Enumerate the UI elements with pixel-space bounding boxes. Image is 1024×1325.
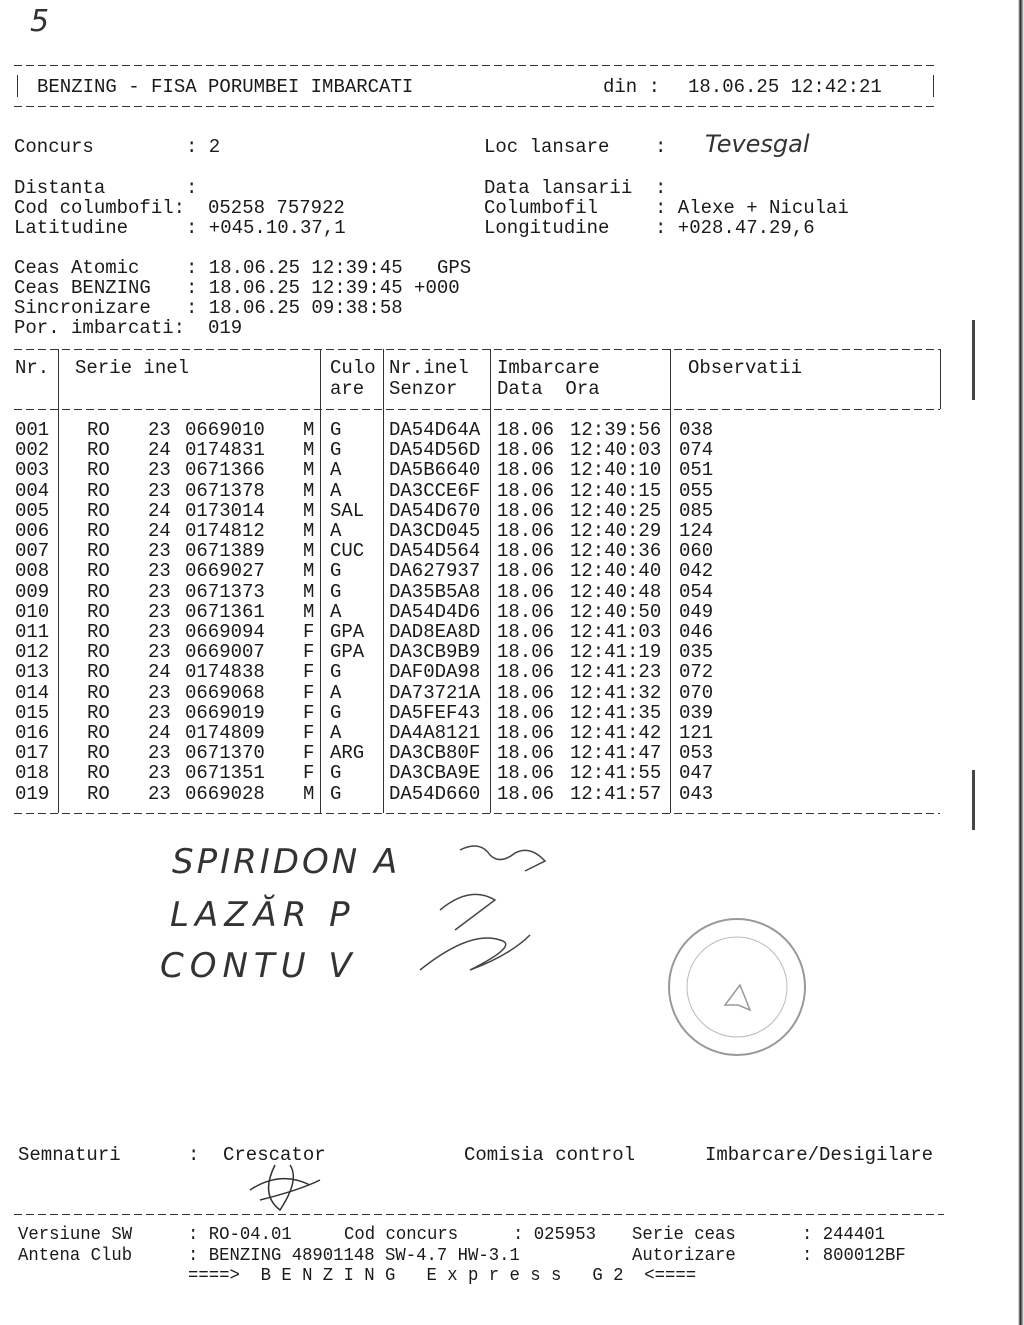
cell-sex: M [303, 520, 315, 542]
footer-border [14, 1214, 944, 1215]
header-senzor: Senzor [389, 378, 458, 400]
antena-club-label: Antena Club [18, 1246, 133, 1266]
concurs-value: : 2 [186, 136, 221, 158]
cell-sex: F [303, 641, 315, 664]
cell-time: 12:41:23 [570, 661, 662, 684]
cell-sex: M [303, 479, 315, 502]
cell-color: A [330, 600, 342, 623]
header-nr-inel: Nr.inel [389, 357, 469, 379]
cell-obs: 039 [679, 701, 714, 724]
cell-obs: 049 [679, 600, 714, 623]
cell-sensor: DA54D660 [389, 782, 481, 805]
semnaturi-colon: : [188, 1144, 200, 1166]
header-culoare-1: Culo [330, 357, 376, 379]
cell-country: RO [87, 459, 110, 482]
header-culoare-2: are [330, 378, 365, 400]
cell-sensor: DA54D670 [389, 499, 481, 522]
cell-color: G [330, 701, 342, 724]
cell-sensor: DA3CB9B9 [389, 641, 481, 664]
cell-color: ARG [330, 742, 365, 765]
autorizare-label: Autorizare [632, 1246, 736, 1266]
cell-date: 18.06 [497, 722, 555, 744]
cell-ring: 0174838 [185, 661, 265, 684]
cell-year: 23 [148, 600, 171, 623]
scan-artifact [972, 320, 975, 400]
cell-date: 18.06 [497, 499, 555, 522]
cell-date: 18.06 [497, 419, 555, 441]
semnaturi-label: Semnaturi [18, 1144, 121, 1166]
header-datetime: 18.06.25 12:42:21 [688, 76, 882, 98]
header-data-ora: Data Ora [497, 378, 600, 400]
cell-obs: 054 [679, 580, 714, 603]
cell-country: RO [87, 681, 110, 704]
cell-time: 12:41:32 [570, 681, 662, 704]
cell-year: 23 [148, 701, 171, 724]
cod-columbofil-value: 05258 757922 [208, 197, 345, 219]
cell-date: 18.06 [497, 701, 555, 724]
autorizare-value: : 800012BF [802, 1246, 906, 1266]
header-observatii: Observatii [688, 357, 803, 379]
cell-date: 18.06 [497, 681, 555, 704]
cell-time: 12:41:42 [570, 722, 662, 744]
cell-year: 23 [148, 560, 171, 583]
handwritten-signatures [400, 830, 600, 1000]
cell-obs: 038 [679, 419, 714, 441]
cell-color: G [330, 419, 342, 441]
cell-ring: 0671361 [185, 600, 265, 623]
cell-nr: 012 [15, 641, 50, 664]
longitudine-label: Longitudine [484, 217, 610, 239]
loc-lansare-handwritten: Tevesgal [705, 130, 810, 158]
cell-country: RO [87, 540, 110, 563]
cell-country: RO [87, 560, 110, 583]
cell-nr: 002 [15, 439, 50, 462]
cell-color: GPA [330, 621, 365, 643]
col-divider [320, 349, 321, 813]
imbarcare-desigilare-label: Imbarcare/Desigilare [705, 1144, 934, 1166]
cell-year: 24 [148, 722, 171, 744]
cell-color: A [330, 459, 342, 482]
loc-lansare-label: Loc lansare [484, 136, 610, 158]
club-stamp [665, 915, 810, 1060]
cell-sensor: DAF0DA98 [389, 661, 481, 684]
cell-date: 18.06 [497, 520, 555, 542]
cell-nr: 019 [15, 782, 50, 805]
cell-ring: 0671389 [185, 540, 265, 563]
latitudine-label: Latitudine [14, 217, 129, 239]
cell-date: 18.06 [497, 641, 555, 664]
cell-country: RO [87, 520, 110, 542]
header-bottom-border [14, 106, 934, 107]
cell-sensor: DA54D56D [389, 439, 481, 462]
cell-color: G [330, 661, 342, 684]
cell-obs: 085 [679, 499, 714, 522]
cell-obs: 074 [679, 439, 714, 462]
scan-artifact [972, 770, 975, 830]
cell-country: RO [87, 762, 110, 785]
col-divider [490, 349, 491, 813]
cell-ring: 0173014 [185, 499, 265, 522]
page-number-mark: 5 [30, 4, 50, 39]
cell-ring: 0669094 [185, 621, 265, 643]
cell-color: A [330, 681, 342, 704]
cell-color: G [330, 782, 342, 805]
din-label: din : [603, 76, 661, 98]
cod-concurs-label: Cod concurs [344, 1225, 459, 1245]
ceas-atomic-label: Ceas Atomic [14, 257, 140, 279]
header-imbarcare: Imbarcare [497, 357, 600, 379]
cell-nr: 010 [15, 600, 50, 623]
cell-date: 18.06 [497, 459, 555, 482]
cell-year: 23 [148, 782, 171, 805]
handwritten-name-2: LAZĂR P [170, 895, 356, 935]
cell-nr: 013 [15, 661, 50, 684]
antena-club-value: : BENZING 48901148 SW-4.7 HW-3.1 [188, 1246, 520, 1266]
loc-lansare-colon: : [655, 136, 667, 158]
cell-nr: 011 [15, 621, 50, 643]
cell-sensor: DA5FEF43 [389, 701, 481, 724]
cell-sensor: DA5B6640 [389, 459, 481, 482]
cell-color: G [330, 439, 342, 462]
cell-nr: 004 [15, 479, 50, 502]
ceas-atomic-value: : 18.06.25 12:39:45 [186, 257, 403, 279]
cell-date: 18.06 [497, 661, 555, 684]
cell-sex: M [303, 600, 315, 623]
cell-ring: 0669010 [185, 419, 265, 441]
cell-obs: 072 [679, 661, 714, 684]
table-bottom-border [14, 813, 940, 814]
cell-year: 23 [148, 762, 171, 785]
cell-color: G [330, 560, 342, 583]
cell-sex: M [303, 540, 315, 563]
handwritten-name-1: SPIRIDON A [172, 842, 401, 882]
cell-sensor: DA3CCE6F [389, 479, 481, 502]
latitudine-value: : +045.10.37,1 [186, 217, 346, 239]
versiune-sw-value: : RO-04.01 [188, 1225, 292, 1245]
cell-obs: 053 [679, 742, 714, 765]
cell-country: RO [87, 580, 110, 603]
data-lansarii-label: Data lansarii [484, 177, 633, 199]
cell-obs: 060 [679, 540, 714, 563]
cell-sex: F [303, 681, 315, 704]
cell-sex: M [303, 560, 315, 583]
cell-country: RO [87, 742, 110, 765]
distanta-label: Distanta [14, 177, 106, 199]
cell-country: RO [87, 701, 110, 724]
cell-time: 12:41:03 [570, 621, 662, 643]
cell-obs: 121 [679, 722, 714, 744]
cell-sex: F [303, 742, 315, 765]
crescator-signature [240, 1160, 330, 1220]
cell-date: 18.06 [497, 762, 555, 785]
cell-year: 24 [148, 661, 171, 684]
ceas-atomic-source: GPS [437, 257, 472, 279]
cell-nr: 007 [15, 540, 50, 563]
cell-color: G [330, 762, 342, 785]
cell-nr: 018 [15, 762, 50, 785]
table-top-border [14, 349, 940, 350]
header-left-border [17, 75, 18, 97]
concurs-label: Concurs [14, 136, 94, 158]
cell-nr: 015 [15, 701, 50, 724]
cell-ring: 0671378 [185, 479, 265, 502]
cell-color: SAL [330, 499, 365, 522]
cell-date: 18.06 [497, 621, 555, 643]
cell-ring: 0669068 [185, 681, 265, 704]
cell-sensor: DA54D64A [389, 419, 481, 441]
cell-nr: 008 [15, 560, 50, 583]
cell-year: 23 [148, 681, 171, 704]
serie-ceas-value: : 244401 [802, 1225, 885, 1245]
versiune-sw-label: Versiune SW [18, 1225, 133, 1245]
cell-year: 23 [148, 540, 171, 563]
sincronizare-label: Sincronizare [14, 297, 151, 319]
cell-ring: 0174809 [185, 722, 265, 744]
cell-nr: 016 [15, 722, 50, 744]
cell-sensor: DA73721A [389, 681, 481, 704]
cell-ring: 0669028 [185, 782, 265, 805]
cell-time: 12:41:35 [570, 701, 662, 724]
data-lansarii-value: : [655, 177, 667, 199]
cell-nr: 001 [15, 419, 50, 441]
crescator-label: Crescator [223, 1144, 326, 1166]
cell-nr: 014 [15, 681, 50, 704]
header-top-border [14, 65, 934, 66]
cell-time: 12:41:19 [570, 641, 662, 664]
cell-year: 23 [148, 419, 171, 441]
cell-color: G [330, 580, 342, 603]
cell-ring: 0174831 [185, 439, 265, 462]
cell-sex: M [303, 459, 315, 482]
table-header-border [14, 409, 940, 410]
cell-sensor: DA35B5A8 [389, 580, 481, 603]
cell-time: 12:41:57 [570, 782, 662, 805]
distanta-value: : [186, 177, 198, 199]
cell-date: 18.06 [497, 742, 555, 765]
cell-date: 18.06 [497, 782, 555, 805]
cell-country: RO [87, 641, 110, 664]
cell-ring: 0671373 [185, 580, 265, 603]
cell-sex: M [303, 782, 315, 805]
cell-sensor: DA3CD045 [389, 520, 481, 542]
sincronizare-value: : 18.06.25 09:38:58 [186, 297, 403, 319]
longitudine-value: : +028.47.29,6 [655, 217, 815, 239]
cell-time: 12:40:10 [570, 459, 662, 482]
cell-ring: 0671370 [185, 742, 265, 765]
cell-nr: 005 [15, 499, 50, 522]
cell-ring: 0174812 [185, 520, 265, 542]
ceas-benzing-value: : 18.06.25 12:39:45 +000 [186, 277, 460, 299]
cell-obs: 035 [679, 641, 714, 664]
header-nr: Nr. [15, 357, 50, 379]
cell-sex: F [303, 701, 315, 724]
cell-country: RO [87, 419, 110, 441]
cell-ring: 0669007 [185, 641, 265, 664]
cell-country: RO [87, 661, 110, 684]
handwritten-name-3: CONTU V [160, 946, 358, 986]
cell-ring: 0671366 [185, 459, 265, 482]
header-serie-inel: Serie inel [75, 357, 190, 379]
cell-time: 12:40:03 [570, 439, 662, 462]
col-divider [940, 349, 941, 409]
col-divider [383, 349, 384, 813]
cell-nr: 017 [15, 742, 50, 765]
scan-edge [1018, 0, 1024, 1325]
cell-ring: 0669019 [185, 701, 265, 724]
cell-sex: M [303, 499, 315, 522]
cell-year: 23 [148, 742, 171, 765]
cell-time: 12:41:55 [570, 762, 662, 785]
columbofil-value: : Alexe + Niculai [655, 197, 849, 219]
cell-obs: 043 [679, 782, 714, 805]
cell-color: A [330, 520, 342, 542]
cell-sex: F [303, 722, 315, 744]
cell-ring: 0669027 [185, 560, 265, 583]
ceas-benzing-label: Ceas BENZING [14, 277, 151, 299]
cell-time: 12:41:47 [570, 742, 662, 765]
cell-time: 12:40:50 [570, 600, 662, 623]
cell-obs: 042 [679, 560, 714, 583]
cell-nr: 003 [15, 459, 50, 482]
cell-time: 12:40:15 [570, 479, 662, 502]
cell-sensor: DA54D4D6 [389, 600, 481, 623]
document-title: BENZING - FISA PORUMBEI IMBARCATI [37, 76, 414, 98]
cell-nr: 006 [15, 520, 50, 542]
cell-year: 23 [148, 459, 171, 482]
cell-year: 24 [148, 499, 171, 522]
cell-time: 12:40:40 [570, 560, 662, 583]
cell-time: 12:40:29 [570, 520, 662, 542]
cell-color: GPA [330, 641, 365, 664]
cell-sex: F [303, 621, 315, 643]
cell-sensor: DA3CBA9E [389, 762, 481, 785]
cell-sex: M [303, 439, 315, 462]
columbofil-label: Columbofil [484, 197, 599, 219]
cell-sensor: DA627937 [389, 560, 481, 583]
cell-year: 24 [148, 439, 171, 462]
cell-obs: 124 [679, 520, 714, 542]
cell-color: A [330, 479, 342, 502]
serie-ceas-label: Serie ceas [632, 1225, 736, 1245]
cell-sex: M [303, 580, 315, 603]
cell-year: 23 [148, 641, 171, 664]
cod-concurs-value: : 025953 [513, 1225, 596, 1245]
cell-sex: F [303, 762, 315, 785]
cell-year: 23 [148, 621, 171, 643]
cell-date: 18.06 [497, 540, 555, 563]
cell-sensor: DA4A8121 [389, 722, 481, 744]
cell-year: 23 [148, 580, 171, 603]
cell-sex: F [303, 661, 315, 684]
cell-color: A [330, 722, 342, 744]
comisia-control-label: Comisia control [464, 1144, 636, 1166]
cell-time: 12:40:25 [570, 499, 662, 522]
cell-obs: 055 [679, 479, 714, 502]
col-divider [670, 349, 671, 813]
cell-country: RO [87, 722, 110, 744]
brand-line: ====> B E N Z I N G E x p r e s s G 2 <==== [188, 1266, 697, 1286]
cell-date: 18.06 [497, 580, 555, 603]
col-divider [58, 349, 59, 813]
cell-obs: 051 [679, 459, 714, 482]
cell-country: RO [87, 499, 110, 522]
cell-obs: 046 [679, 621, 714, 643]
por-imbarcati-value: 019 [208, 317, 243, 339]
cod-columbofil-label: Cod columbofil: [14, 197, 186, 219]
header-right-border [933, 75, 934, 97]
cell-sensor: DAD8EA8D [389, 621, 481, 643]
cell-sex: M [303, 419, 315, 441]
cell-date: 18.06 [497, 479, 555, 502]
cell-country: RO [87, 600, 110, 623]
cell-country: RO [87, 782, 110, 805]
cell-year: 24 [148, 520, 171, 542]
cell-nr: 009 [15, 580, 50, 603]
cell-date: 18.06 [497, 439, 555, 462]
cell-date: 18.06 [497, 560, 555, 583]
cell-country: RO [87, 621, 110, 643]
cell-obs: 047 [679, 762, 714, 785]
cell-ring: 0671351 [185, 762, 265, 785]
por-imbarcati-label: Por. imbarcati: [14, 317, 186, 339]
cell-sensor: DA54D564 [389, 540, 481, 563]
cell-obs: 070 [679, 681, 714, 704]
cell-color: CUC [330, 540, 365, 563]
cell-date: 18.06 [497, 600, 555, 623]
cell-time: 12:39:56 [570, 419, 662, 441]
cell-country: RO [87, 439, 110, 462]
cell-country: RO [87, 479, 110, 502]
cell-time: 12:40:36 [570, 540, 662, 563]
cell-time: 12:40:48 [570, 580, 662, 603]
cell-sensor: DA3CB80F [389, 742, 481, 765]
cell-year: 23 [148, 479, 171, 502]
